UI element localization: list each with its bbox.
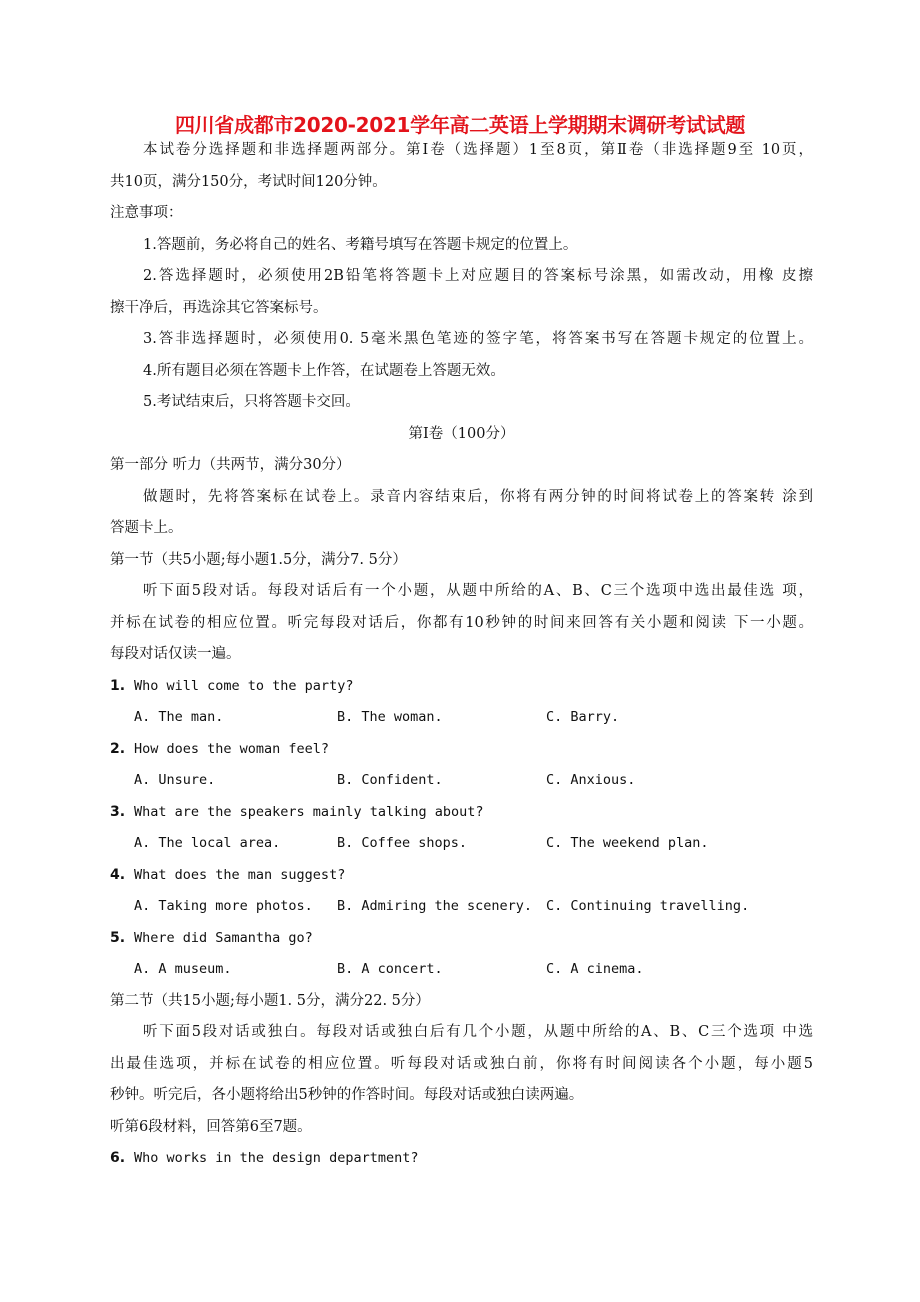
question-options bbox=[110, 891, 813, 923]
notice-item: 2.答选择题时，必须使用2B铅笔将答题卡上对应题目的答案标号涂黑，如需改动，用橡 皮擦 bbox=[143, 268, 813, 284]
part1-instructions: 做题时，先将答案标在试卷上。录音内容结束后，你将有两分钟的时间将试卷上的答案转 涂到 bbox=[143, 488, 813, 505]
section2-instructions: 出最佳选项，并标在试卷的相应位置。听每段对话或独白前，你将有时间阅读各个小题，每小题5 bbox=[110, 1055, 813, 1072]
question-number: 2. bbox=[110, 740, 126, 757]
question-options bbox=[110, 954, 813, 986]
question-text: Who works in the design department? bbox=[134, 1150, 419, 1166]
section1-instructions: 并标在试卷的相应位置。听完每段对话后，你都有10秒钟的时间来回答有关小题和阅读 下一小题。 bbox=[110, 614, 813, 631]
question-text: What are the speakers mainly talking about? bbox=[134, 803, 484, 820]
option-a: A. Unsure. bbox=[134, 772, 216, 788]
option-b: B. Admiring the scenery. bbox=[337, 898, 533, 914]
volume-heading: 第Ⅰ卷（100分） bbox=[408, 425, 515, 442]
intro-line: 共10页，满分150分，考试时间120分钟。 bbox=[110, 173, 387, 190]
question bbox=[110, 734, 813, 766]
material-6-instruction: 听第6段材料，回答第6至7题。 bbox=[110, 1118, 312, 1135]
question bbox=[110, 797, 813, 829]
notice-item: 5.考试结束后，只将答题卡交回。 bbox=[143, 394, 360, 410]
question-number: 4. bbox=[110, 866, 126, 883]
option-b: B. A concert. bbox=[337, 961, 443, 977]
section2-instructions: 秒钟。听完后，各小题将给出5秒钟的作答时间。每段对话或独白读两遍。 bbox=[110, 1087, 584, 1103]
section1-instructions: 每段对话仅读一遍。 bbox=[110, 646, 241, 662]
question bbox=[110, 671, 813, 703]
part1-heading: 第一部分 听力（共两节，满分30分） bbox=[110, 457, 351, 473]
option-c: C. Continuing travelling. bbox=[546, 898, 750, 914]
notice-item: 3.答非选择题时，必须使用0. 5毫米黑色笔迹的签字笔，将答案书写在答题卡规定的位置上。 bbox=[143, 331, 813, 347]
option-c: C. Barry. bbox=[546, 709, 620, 725]
document-title: 四川省成都市2020-2021学年高二英语上学期期末调研考试试题 bbox=[174, 113, 746, 137]
option-a: A. The local area. bbox=[134, 835, 281, 851]
section1-heading: 第一节（共5小题;每小题1.5分，满分7. 5分） bbox=[110, 551, 407, 568]
option-a: A. A museum. bbox=[134, 961, 232, 977]
question-number: 1. bbox=[110, 677, 126, 694]
question-number: 5. bbox=[110, 929, 126, 946]
question bbox=[110, 923, 813, 955]
document-body bbox=[110, 135, 813, 1175]
section2-heading: 第二节（共15小题;每小题1. 5分，满分22. 5分） bbox=[110, 992, 430, 1009]
part1-instructions: 答题卡上。 bbox=[110, 520, 183, 536]
option-c: C. The weekend plan. bbox=[546, 835, 709, 851]
question-6 bbox=[110, 1143, 813, 1175]
question-text: What does the man suggest? bbox=[134, 866, 346, 883]
notice-item: 1.答题前，务必将自己的姓名、考籍号填写在答题卡规定的位置上。 bbox=[143, 236, 578, 253]
question-text: Who will come to the party? bbox=[134, 677, 354, 694]
notice-heading: 注意事项： bbox=[110, 205, 183, 221]
question-number: 6. bbox=[110, 1150, 126, 1166]
option-b: B. The woman. bbox=[337, 709, 443, 725]
option-a: A. Taking more photos. bbox=[134, 898, 313, 914]
question-options bbox=[110, 828, 813, 860]
option-b: B. Confident. bbox=[337, 772, 443, 788]
intro-line: 本试卷分选择题和非选择题两部分。第Ⅰ卷（选择题）1至8页，第Ⅱ卷（非选择题9至 10页， bbox=[143, 142, 813, 158]
option-c: C. A cinema. bbox=[546, 961, 644, 977]
question-text: How does the woman feel? bbox=[134, 740, 330, 757]
question-options bbox=[110, 765, 813, 797]
section2-instructions: 听下面5段对话或独白。每段对话或独白后有几个小题，从题中所给的A、B、C三个选项 中选 bbox=[143, 1024, 813, 1040]
option-c: C. Anxious. bbox=[546, 772, 636, 788]
option-b: B. Coffee shops. bbox=[337, 835, 468, 851]
question-options bbox=[110, 702, 813, 734]
question bbox=[110, 860, 813, 892]
notice-item: 4.所有题目必须在答题卡上作答，在试题卷上答题无效。 bbox=[143, 362, 505, 379]
question-text: Where did Samantha go? bbox=[134, 929, 313, 946]
section1-instructions: 听下面5段对话。每段对话后有一个小题，从题中所给的A、B、C三个选项中选出最佳选 项， bbox=[143, 583, 813, 599]
notice-item-cont: 擦干净后，再选涂其它答案标号。 bbox=[110, 299, 328, 316]
question-number: 3. bbox=[110, 803, 126, 820]
option-a: A. The man. bbox=[134, 709, 224, 725]
